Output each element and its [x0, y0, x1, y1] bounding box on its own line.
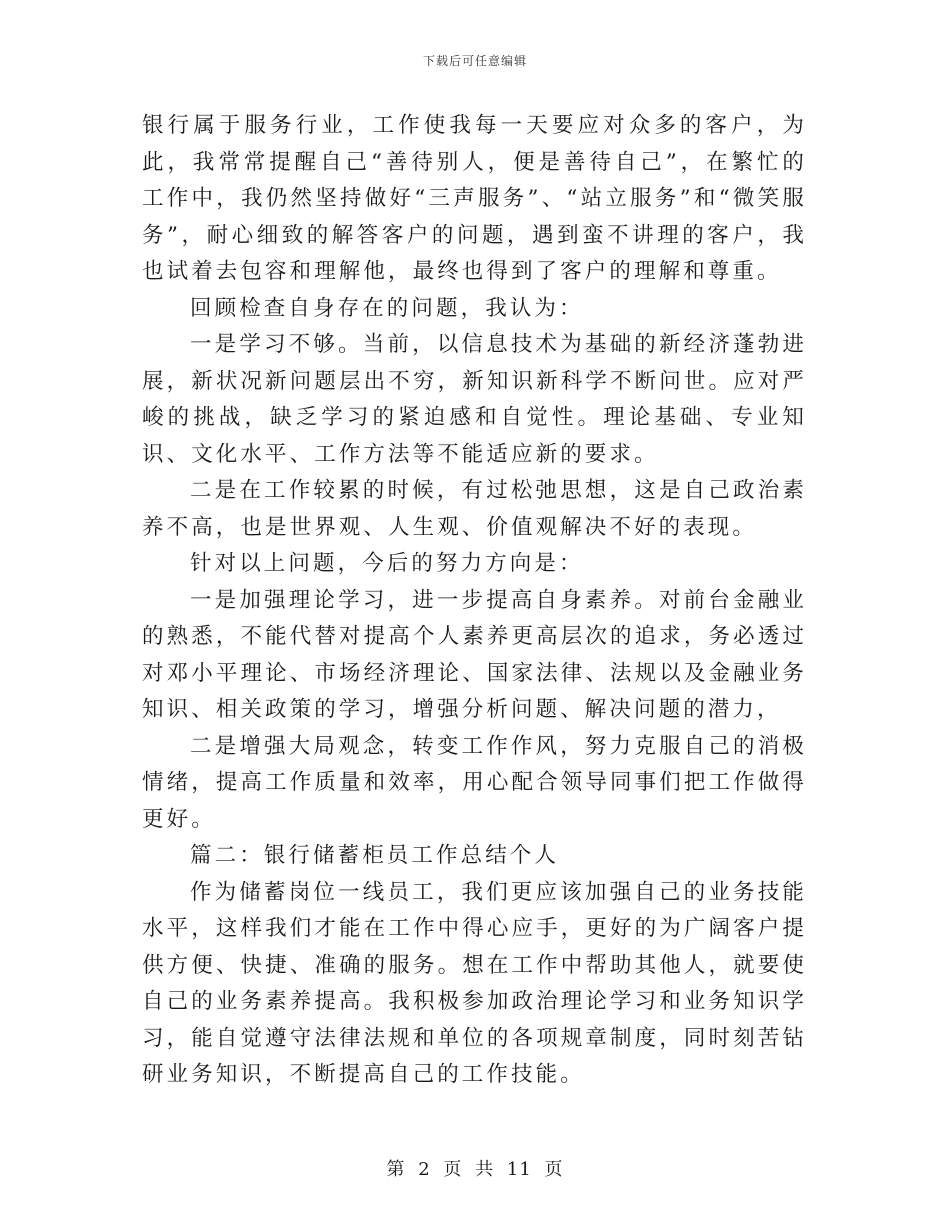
- paragraph-service-attitude: 银行属于服务行业，工作使我每一天要应对众多的客户，为此，我常常提醒自己“善待别人，便是善待自己”，在繁忙的工作中，我仍然坚持做好“三声服务”、“站立服务”和“微笑服务”，耐心细致的解答客户的问题，遇到蛮不讲理的客户，我也试着去包容和理解他，最终也得到了客户的理解和尊重。: [142, 113, 807, 284]
- paragraph-section-two-body: 作为储蓄岗位一线员工，我们更应该加强自己的业务技能水平，这样我们才能在工作中得心应手，更好的为广阔客户提供方便、快捷、准确的服务。想在工作中帮助其他人，就要使自己的业务素养提高。我积极参加政治理论学习和业务知识学习，能自觉遵守法律法规和单位的各项规章制度，同时刻苦钻研业务知识，不断提高自己的工作技能。: [142, 879, 807, 1087]
- total-pages-number: 11: [506, 1159, 532, 1180]
- current-page-number: 2: [418, 1159, 431, 1180]
- footer-page-label: 页: [443, 1159, 463, 1180]
- header-note: 下载后可任意编辑: [422, 54, 527, 68]
- paragraph-direction-two: 二是增强大局观念，转变工作作风，努力克服自己的消极情绪，提高工作质量和效率，用心配合领导同事们把工作做得更好。: [142, 733, 807, 832]
- page-footer: [0, 1155, 950, 1181]
- paragraph-problem-two: 二是在工作较累的时候，有过松弛思想，这是自己政治素养不高，也是世界观、人生观、价值观解决不好的表现。: [142, 478, 807, 540]
- paragraph-review-intro: 回顾检查自身存在的问题，我认为：: [190, 295, 584, 321]
- footer-total-label: 共: [475, 1159, 495, 1180]
- paragraph-problem-one: 一是学习不够。当前，以信息技术为基础的新经济蓬勃进展，新状况新问题层出不穷，新知识新科学不断问世。应对严峻的挑战，缺乏学习的紧迫感和自觉性。理论基础、专业知识、文化水平、工作方法等不能适应新的要求。: [142, 332, 807, 467]
- document-body: [142, 108, 807, 1094]
- section-heading: 篇二：银行储蓄柜员工作总结个人: [190, 843, 560, 868]
- paragraph-direction-one: 一是加强理论学习，进一步提高自身素养。对前台金融业的熟悉，不能代替对提高个人素养更高层次的追求，务必透过对邓小平理论、市场经济理论、国家法律、法规以及金融业务知识、相关政策的学习，增强分析问题、解决问题的潜力，: [142, 587, 807, 722]
- paragraph-direction-intro: 针对以上问题，今后的努力方向是：: [190, 551, 584, 576]
- footer-suffix: 页: [544, 1159, 564, 1180]
- footer-prefix: 第: [386, 1159, 406, 1180]
